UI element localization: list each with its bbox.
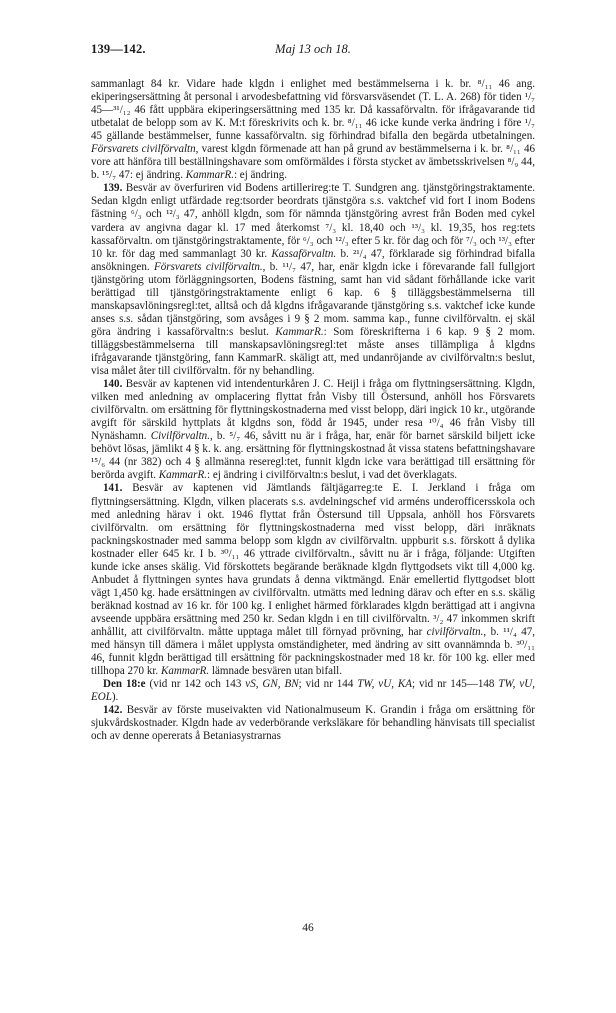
- italic-text: TW, vU, KA: [357, 678, 413, 691]
- text-run: : Som föreskrifterna i 6 kap. 9 § 2 mom. tilläggsbestämmelserna till manskapsavlöningsregl:tet måste anses tillämpliga å klgdns ifrågavarande tjänstgöring, fann KammarR. skäligt att, med undanröjande av civilförvaltn:s beslut, visa målet åter till civilförvaltn. för ny behandling.: [91, 325, 535, 378]
- paragraph: [91, 482, 535, 678]
- text-run: Besvär av kaptenen vid Jämtlands fältjägarreg:te E. I. Jerkland i fråga om flyttningsersättning. Klgdn, vilken placerats s.s. avdelningschef vid arméns underofficersskola och med anledning härav i okt. 1946 flyttat från Östersund till Uppsala, anhöll hos Försvarets civilförvaltn. om ersättning för flyttningskostnaderna med visst belopp, däri inräknats packningskostnader med samma belopp som klgdn av civilförvaltn. uppburit s.s. förskott å dylika kostnader eller 645 kr. I b. ³⁰/₁₁ 46 yttrade civilförvaltn., såvitt nu är i fråga, följande: Utgiften kunde icke anses skälig. Vid förskottets begärande beräknade klgdn flyttgodsets vikt till 4,000 kg. Anbudet å flyttningen syntes hava grundats å denna viktmängd. Enär emellertid flyttgodset blott vägt 1,450 kg. hade ersättningen av civilförvaltn. utmätts med ledning därav och efter en s.s. skälig beräknad kostnad av 16 kr. för 100 kg. I enlighet härmed förklarades klgdn berättigad att i angivna avseende uppbära ersättning med 250 kr. Sedan klgdn i en till civilförvaltn. ³/₂ 47 inkommen skrift anhållit, att civilförvaltn. måtte upptaga målet till förnyad prövning, har: [91, 482, 535, 638]
- text-run: lämnade besvären utan bifall.: [209, 665, 342, 678]
- entry-number: 140.: [103, 378, 123, 391]
- entry-number: 141.: [103, 482, 123, 495]
- italic-text: KammarR.: [158, 469, 207, 482]
- entry-number: 139.: [103, 182, 123, 195]
- italic-text: KammarR.: [185, 169, 234, 182]
- paragraph: [91, 78, 535, 182]
- italic-text: KammarR.: [275, 325, 324, 338]
- italic-text: Civilförvaltn.: [150, 430, 210, 443]
- italic-text: Kassaförvaltn.: [271, 247, 337, 260]
- running-title: Maj 13 och 18.: [275, 42, 351, 56]
- text-run: , b. ¹¹/₄ 47, med hänsyn till dämera i målet upplysta omständigheter, med ändring av sitt ovannämnda b. ³⁰/₁₁ 46, funnit klgdn berättigad till ersättning för packningskostnader med 18 kr. för 100 kg. eller med tillhopa 270 kr.: [91, 625, 535, 678]
- italic-text: TW, vU, EOL: [91, 678, 535, 704]
- entry-number: 142.: [103, 704, 123, 717]
- text-run: Besvär av förste museivakten vid Nationalmuseum K. Grandin i fråga om ersättning för sjukvårdskostnader. Klgdn hade av vederbörande verksläkare för behandling hänvisats till specialist och av denne opererats å Betaniasystrarnas: [91, 704, 535, 743]
- text-run: , b. ⁵/₇ 46, såvitt nu är i fråga, har, enär för barnet särskild biljett icke behövt lösas, jämlikt 4 § k. k. ang. ersättning för flyttningskostnad åt vissa statens befattningshavare ¹⁵/₆ 44 (nr 382) och 4 § allmänna reseregl:tet, funnit klgdn icke vara berättigad till ersättning för berörda avgift.: [91, 430, 535, 482]
- body-text: [91, 78, 535, 743]
- paragraph: [91, 704, 535, 743]
- page-header: [91, 42, 535, 60]
- text-run: b. ²¹/₄ 47, förklarade sig förhindrad bifalla ansökningen.: [91, 247, 536, 273]
- text-run: : ej ändring.: [233, 169, 288, 182]
- text-run: Besvär av kaptenen vid intendenturkåren J. C. Heijl i fråga om flyttningsersättning. Klgdn, vilken med anledning av omplacering flyttat från Visby till Östersund, anhöll hos Försvarets civilförvaltn. om ersättning för flyttningskostnaderna med visst belopp, däri ingick 10 kr., utgörande avgift för särskild hyttplats åt klgdns son, född år 1945, under resa ¹⁰/₄ 46 från Visby till Nynäshamn.: [91, 378, 535, 443]
- italic-text: civilförvaltn.: [426, 625, 484, 638]
- paragraph: [91, 182, 535, 378]
- page-range: 139—142.: [91, 42, 146, 56]
- text-run: (vid nr 142 och 143: [145, 678, 246, 691]
- bold-text: Den 18:e: [103, 678, 146, 691]
- text-run: , b. ¹¹/₇ 47, har, enär klgdn icke i förevarande fall fullgjort tjänstgöring utom förläggningsorten, Bodens fästning, samt han vid sådant förhållande icke varit berättigad till tjänstgöringstraktamente enligt 6 kap. 6 § tilläggsbestämmelserna till manskapsavlöningsregl:tet, alltså och då klgdns ifrågavarande tjänstgöring s.s. vaktchef icke kunde anses s.s. sådan tjänstgöring, som avsåges i 9 § 2 mom. samma kap., funne civilförvaltn. ej skäl göra ändring i kassaförvaltn:s beslut.: [91, 260, 535, 338]
- italic-text: Försvarets civilförvaltn.: [154, 260, 263, 273]
- page-number: 46: [302, 922, 314, 934]
- text-run: ).: [111, 691, 119, 704]
- italic-text: KammarR.: [160, 665, 210, 678]
- italic-text: Försvarets civilförvaltn: [91, 143, 196, 156]
- paragraph: [91, 678, 535, 704]
- text-run: ; vid nr 144: [298, 678, 358, 691]
- text-run: : ej ändring i civilförvaltn:s beslut, i vad det överklagats.: [206, 469, 458, 482]
- text-run: ; vid nr 145—148: [412, 678, 499, 691]
- italic-text: vS, GN, BN: [245, 678, 299, 691]
- text-run: sammanlagt 84 kr. Vidare hade klgdn i enlighet med bestämmelserna i k. br. ⁸/₁₁ 46 ang. ekiperingsersättning åt personal i arvodesbefattning vid försvarsväsendet (T. L. A. 268) för tiden ¹/₇ 45—³¹/₁₂ 46 fått uppbära ekiperingsersättning med 135 kr. Då kassaförvaltn. för ifrågavarande tid utbetalat de belopp som av K. M:t föreskrivits och k. br. ⁸/₁₁ 46 icke kunde verka ändring i före ¹/₇ 45 gällande bestämmelser, funne kassaförvaltn. sig förhindrad bifalla den begärda utbetalningen.: [91, 78, 535, 143]
- text-run: , varest klgdn förmenade att han på grund av bestämmelserna i k. br. ⁸/₁₁ 46 vore att hänföra till beställningshavare som omförmäldes i första stycket av ämbetsskrivelsen ⁸/₉ 44, b. ¹⁵/₇ 47: ej ändring.: [91, 143, 535, 182]
- text-run: Besvär av överfuriren vid Bodens artillerireg:te T. Sundgren ang. tjänstgöringstraktamente. Sedan klgdn enligt utfärdade reg:tsorder beordrats tjänstgöra s.s. vaktchef vid fort I inom Bodens fästning ⁶/₃ och ¹²/₃ 47, anhöll klgdn, som för nämnda tjänstgöring avrest från Boden med cykel vardera av angivna dagar kl. 17 med återkomst ⁷/₃ kl. 18,40 och ¹³/₃ kl. 19,35, hos reg:tets kassaförvaltn. om tjänstgöringstraktamente, för ⁶/₃ och ¹²/₃ efter 5 kr. för dag och för ⁷/₃ och ¹³/₃ efter 10 kr. för dag med sammanlagt 30 kr.: [91, 182, 535, 260]
- paragraph: [91, 378, 535, 482]
